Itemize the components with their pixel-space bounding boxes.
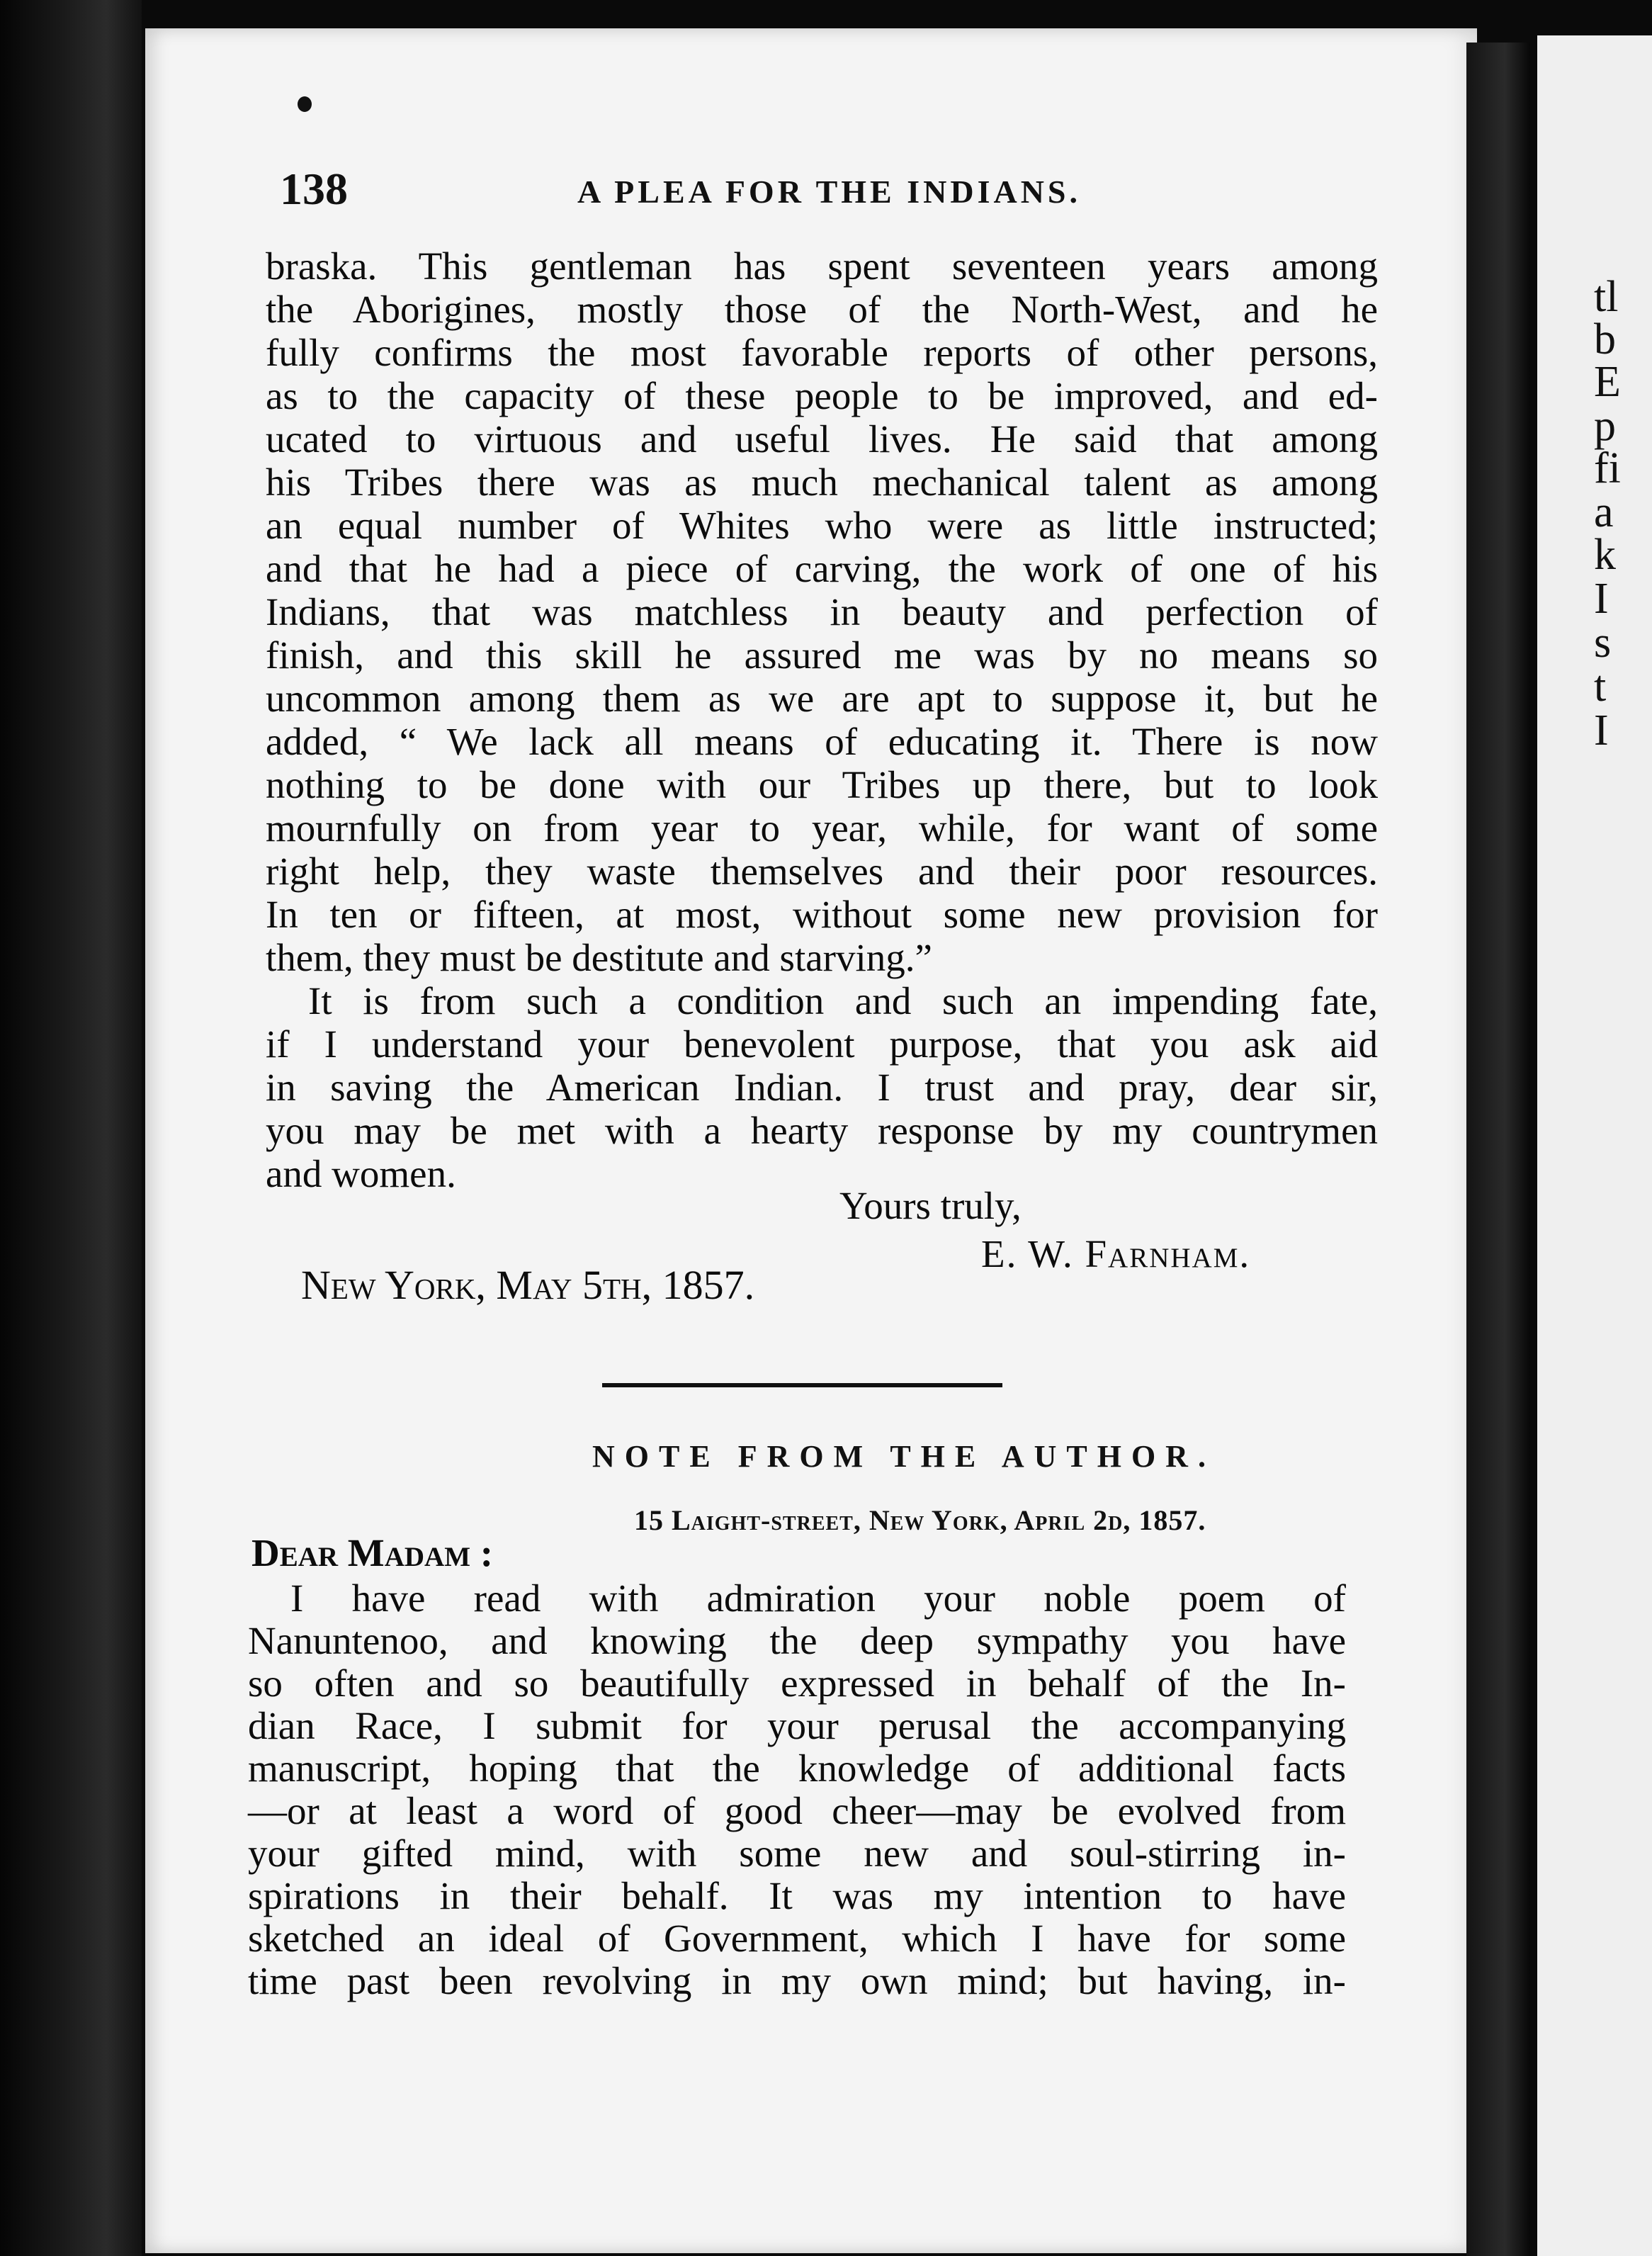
text-line: so often and so beautifully expressed in behalf of the In- bbox=[248, 1662, 1346, 1705]
complimentary-close: Yours truly, bbox=[839, 1184, 1022, 1227]
section-heading bbox=[0, 1438, 1652, 1474]
adjacent-page-fragment: t bbox=[1594, 662, 1607, 711]
text-line: your gifted mind, with some new and soul-stirring in- bbox=[248, 1832, 1346, 1875]
text-line: added, “ We lack all means of educating it. There is now bbox=[266, 720, 1378, 763]
text-line: in saving the American Indian. I trust and pray, dear sir, bbox=[266, 1066, 1378, 1109]
text-line: In ten or fifteen, at most, without some new provision for bbox=[266, 893, 1378, 936]
adjacent-page-fragment: I bbox=[1594, 575, 1609, 623]
ink-spot bbox=[298, 96, 312, 112]
text-line: spirations in their behalf. It was my intention to have bbox=[248, 1874, 1346, 1917]
text-line: finish, and this skill he assured me was by no means so bbox=[266, 633, 1378, 677]
text-line: manuscript, hoping that the knowledge of additional facts bbox=[248, 1747, 1346, 1790]
text-line: fully confirms the most favorable reports of other persons, bbox=[266, 331, 1378, 374]
letter-text bbox=[248, 1577, 1346, 2002]
text-line: —or at least a word of good cheer—may be evolved from bbox=[248, 1789, 1346, 1832]
text-line: if I understand your benevolent purpose, that you ask aid bbox=[266, 1022, 1378, 1066]
text-line: uncommon among them as we are apt to suppose it, but he bbox=[266, 677, 1378, 720]
text-line: and that he had a piece of carving, the work of one of his bbox=[266, 547, 1378, 590]
page-number: 138 bbox=[280, 164, 348, 214]
book-binding-edge bbox=[0, 0, 142, 2256]
text-line: as to the capacity of these people to be improved, and ed- bbox=[266, 374, 1378, 417]
adjacent-page-fragment: a bbox=[1594, 488, 1614, 536]
dateline: New York, May 5th, 1857. bbox=[301, 1262, 755, 1308]
adjacent-page-fragment: s bbox=[1594, 619, 1612, 667]
text-line: an equal number of Whites who were as little instructed; bbox=[266, 504, 1378, 547]
text-line: time past been revolving in my own mind; but having, in- bbox=[248, 1959, 1346, 2002]
text-line: the Aborigines, mostly those of the North-West, and he bbox=[266, 288, 1378, 331]
adjacent-page-fragment: p bbox=[1594, 402, 1616, 450]
letter-date: 15 Laight-street, New York, April 2d, 1857. bbox=[634, 1504, 1206, 1536]
adjacent-page-fragment: fi bbox=[1594, 444, 1621, 492]
text-line: nothing to be done with our Tribes up there, but to look bbox=[266, 763, 1378, 806]
text-line: Indians, that was matchless in beauty and perfection of bbox=[266, 590, 1378, 633]
text-line: his Tribes there was as much mechanical talent as among bbox=[266, 461, 1378, 504]
text-line: ucated to virtuous and useful lives. He said that among bbox=[266, 417, 1378, 461]
page-header bbox=[280, 163, 1371, 220]
adjacent-page-fragment: tl bbox=[1594, 273, 1619, 321]
text-line: It is from such a condition and such an impending fate, bbox=[308, 979, 1378, 1022]
section-heading-text: NOTE FROM THE AUTHOR. bbox=[592, 1439, 1216, 1474]
text-line: right help, they waste themselves and their poor resources. bbox=[266, 850, 1378, 893]
text-line: Nanuntenoo, and knowing the deep sympathy you have bbox=[248, 1619, 1346, 1662]
adjacent-page-fragment: I bbox=[1594, 706, 1609, 755]
text-line: I have read with admiration your noble poem of bbox=[290, 1577, 1346, 1620]
text-line: dian Race, I submit for your perusal the accompanying bbox=[248, 1704, 1346, 1747]
adjacent-page-sliver bbox=[1537, 35, 1652, 2256]
adjacent-page-fragment: k bbox=[1594, 531, 1616, 579]
signature: E. W. Farnham. bbox=[981, 1232, 1251, 1275]
salutation: Dear Madam : bbox=[251, 1531, 494, 1574]
running-title: A PLEA FOR THE INDIANS. bbox=[577, 174, 1082, 210]
adjacent-page-fragment: b bbox=[1594, 315, 1616, 363]
section-divider bbox=[602, 1383, 1002, 1387]
adjacent-page-fragment: E bbox=[1594, 358, 1621, 406]
text-line: braska. This gentleman has spent seventeen years among bbox=[266, 244, 1378, 288]
text-line: and women. bbox=[266, 1152, 456, 1195]
text-line: sketched an ideal of Government, which I have for some bbox=[248, 1917, 1346, 1960]
body-text bbox=[266, 244, 1378, 1195]
text-line: them, they must be destitute and starving.” bbox=[266, 936, 932, 979]
page-gutter bbox=[1466, 43, 1530, 2256]
text-line: mournfully on from year to year, while, for want of some bbox=[266, 806, 1378, 850]
text-line: you may be met with a hearty response by my countrymen bbox=[266, 1109, 1378, 1152]
